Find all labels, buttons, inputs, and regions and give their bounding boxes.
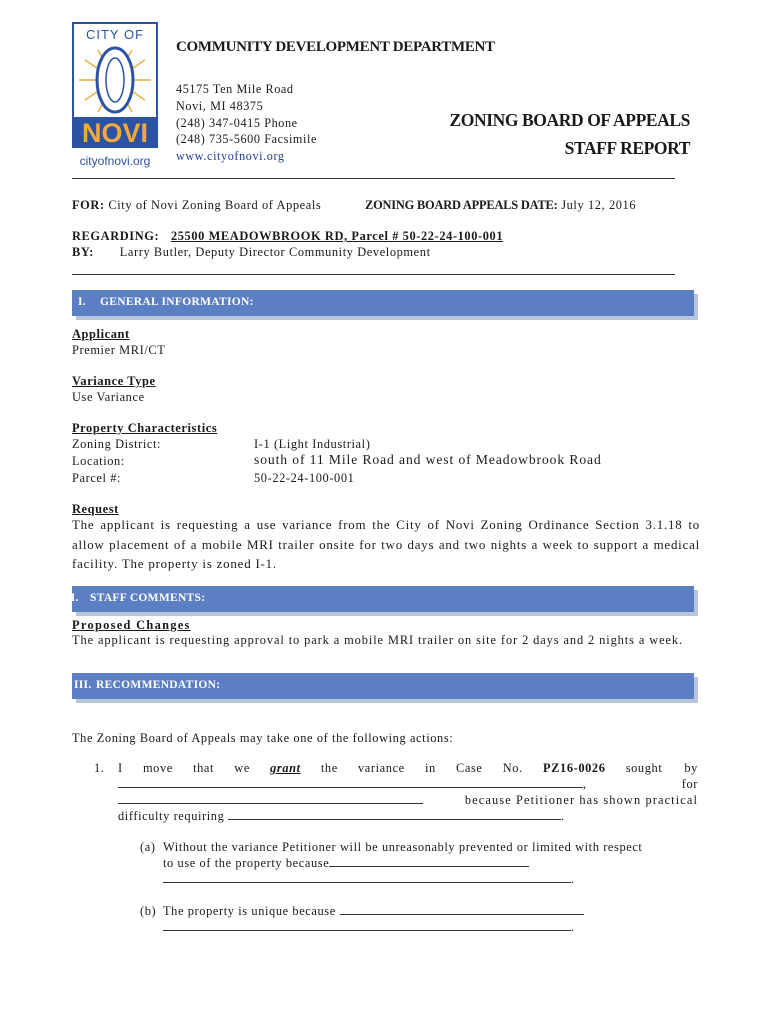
applicant-value: Premier MRI/CT [72, 343, 166, 357]
section-title: STAFF COMMENTS: [90, 592, 206, 604]
changes-text: The applicant is requesting approval to park a mobile MRI trailer on site for 2 days and 2 nights a week. [72, 633, 683, 647]
section-title: GENERAL INFORMATION: [100, 296, 254, 308]
header-divider [72, 178, 675, 179]
option-b-text-2: . [163, 920, 575, 935]
zoning-label: Zoning District: [72, 437, 162, 451]
address-city: Novi, MI 48375 [176, 98, 264, 113]
fax: (248) 735-5600 Facsimile [176, 132, 317, 147]
request-text: The applicant is requesting a use variance from the City of Novi Zoning Ordinance Section 3.1.18 to allow placement of a mobile MRI trailer onsite for two days and two nights a week to support a medical facility. The property is zoned I-1. [72, 518, 700, 571]
location-value: south of 11 Mile Road and west of Meadowbrook Road [254, 452, 602, 467]
difficulty-text: difficulty requiring [118, 809, 225, 823]
applicant-label: Applicant [72, 327, 130, 341]
for-label: FOR: [72, 198, 105, 212]
logo-novi: NOVI [81, 118, 149, 148]
department-title: COMMUNITY DEVELOPMENT DEPARTMENT [176, 39, 495, 55]
option-a-because: to use of the property because [163, 856, 330, 870]
option-b-because: The property is unique because [163, 904, 336, 918]
recommendation-intro: The Zoning Board of Appeals may take one of the following actions: [72, 731, 454, 745]
request-label: Request [72, 502, 119, 516]
city-of-novi-logo [72, 22, 158, 172]
option-a-text-1: Without the variance Petitioner will be unreasonably prevented or limited with respect [163, 840, 643, 854]
logo-url: cityofnovi.org [79, 154, 151, 168]
address-street: 45175 Ten Mile Road [176, 82, 294, 96]
motion-word: variance [358, 761, 405, 775]
motion-word: we [234, 761, 250, 775]
address-block [176, 81, 317, 165]
blank-line [118, 793, 423, 804]
motion-word: No. [502, 761, 523, 775]
option-a-label: (a) [140, 840, 156, 854]
property-label: Property Characteristics [72, 421, 218, 435]
motion-word: move [142, 761, 173, 775]
zoning-value: I-1 (Light Industrial) [254, 437, 371, 451]
for-line [72, 198, 321, 213]
regarding-value: 25500 MEADOWBROOK RD, Parcel # 50-22-24-100-001 [170, 229, 504, 243]
location-label: Location: [72, 454, 125, 468]
case-number: PZ16-0026 [542, 761, 606, 775]
meta-divider [72, 274, 675, 275]
date-label: ZONING BOARD APPEALS DATE: [365, 198, 558, 212]
option-a-text-2 [163, 856, 529, 871]
motion-line-4: difficulty requiring . [118, 809, 565, 823]
blank-line [228, 809, 561, 820]
date-value: July 12, 2016 [561, 198, 637, 212]
regarding-label: REGARDING: [72, 229, 160, 243]
for-word: for [681, 777, 698, 791]
parcel-value: 50-22-24-100-001 [254, 471, 355, 485]
motion-word: the [320, 761, 338, 775]
because-text: because Petitioner has shown practical [464, 793, 698, 807]
for-value: City of Novi Zoning Board of Appeals [108, 198, 322, 212]
motion-grant: grant [270, 761, 301, 775]
motion-word: I [118, 761, 123, 775]
motion-line-2: , for [118, 777, 698, 792]
motion-word: that [193, 761, 215, 775]
date-line [365, 198, 636, 213]
section-number: III. [74, 679, 92, 691]
regarding-line [72, 229, 503, 244]
website-link[interactable]: www.cityofnovi.org [176, 149, 285, 164]
blank-line [163, 920, 571, 931]
report-title [380, 106, 690, 162]
blank-line [163, 872, 571, 883]
option-a-text-3: . [163, 872, 575, 887]
logo-city-of: CITY OF [85, 27, 145, 42]
parcel-label: Parcel #: [72, 471, 122, 485]
section-recommendation-header [72, 673, 694, 699]
phone: (248) 347-0415 Phone [176, 115, 298, 130]
blank-line [340, 904, 584, 915]
section-staff-header [66, 586, 694, 612]
blank-line [329, 856, 529, 867]
section-number: II. [66, 592, 79, 604]
blank-line [118, 777, 583, 788]
report-title-line1: ZONING BOARD OF APPEALS [449, 110, 690, 130]
by-line [72, 245, 431, 260]
section-title: RECOMMENDATION: [96, 679, 221, 691]
section-general-header [72, 290, 694, 316]
section-number: I. [78, 296, 86, 308]
motion-line: I move that we grant the variance in Case No. PZ16-0026 sought by [118, 761, 698, 775]
motion-line-3 [118, 793, 698, 808]
option-b-label: (b) [140, 904, 157, 918]
option-b-text-1 [163, 904, 584, 919]
variance-label: Variance Type [72, 374, 156, 388]
report-title-line2: STAFF REPORT [564, 138, 690, 158]
variance-value: Use Variance [72, 390, 145, 404]
motion-word: in [424, 761, 436, 775]
item-number: 1. [94, 761, 105, 775]
by-label: BY: [72, 245, 95, 259]
changes-label: Proposed Changes [72, 618, 191, 632]
by-value: Larry Butler, Deputy Director Community Development [119, 245, 431, 259]
motion-word: Case [456, 761, 483, 775]
